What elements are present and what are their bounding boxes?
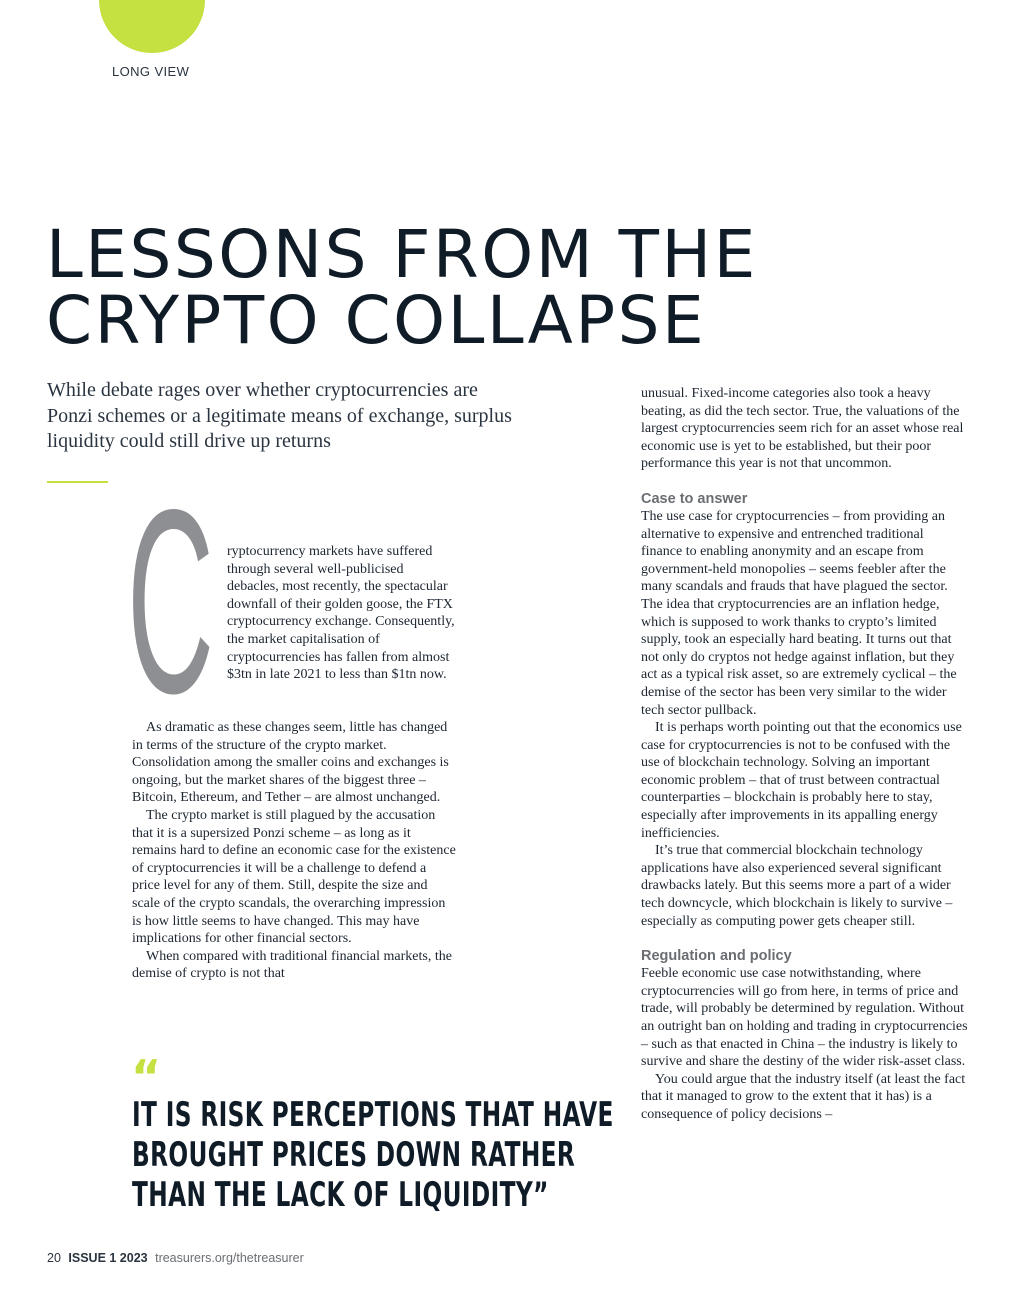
body-paragraph: It is perhaps worth pointing out that the economics use case for cryptocurrencies is not to be confused with the use of blockchain technology. Solving an important economic problem – that of trust between contractual counterparties – blockchain is probably here to stay, especially after improvements in its appalling energy inefficiencies. [641,720,962,841]
decorative-lime-circle [99,0,205,53]
article-headline [46,216,758,359]
page-footer [47,1251,304,1265]
footer-url: treasurers.org/thetreasurer [155,1251,304,1265]
pull-quote-line: THAN THE LACK OF LIQUIDITY” [132,1175,549,1215]
column-2-body [641,385,968,1124]
page-number: 20 [47,1251,61,1265]
headline-line-1: LESSONS FROM THE [46,216,758,293]
standfirst: While debate rages over whether cryptocurrencies are Ponzi schemes or a legitimate means of exchange, surplus liquidity could still drive up returns [47,379,512,452]
body-paragraph: unusual. Fixed-income categories also took a heavy beating, as did the tech sector. True, the valuations of the largest cryptocurrencies seem rich for an asset whose real economic use is yet to be established, but their poor performance this year is not that uncommon. [641,386,964,472]
body-paragraph: As dramatic as these changes seem, little has changed in terms of the structure of the crypto market. Consolidation among the smaller coins and exchanges is ongoing, but the market shares of the biggest three – Bitcoin, Ethereum, and Tether – are almost unchanged. [132,720,449,806]
body-paragraph: Feeble economic use case notwithstanding, where cryptocurrencies will go from here, in terms of price and trade, will probably be determined by regulation. Without an outright ban on holding and trading in cryptocurrencies – such as that enacted in China – the industry is likely to survive and share the destiny of the wider risk-asset class. [641,966,968,1070]
section-label: LONG VIEW [112,64,190,79]
lead-paragraph: ryptocurrency markets have suffered through several well-publicised debacles, most recently, the spectacular downfall of their golden goose, the FTX cryptocurrency exchange. Consequently, the market capitalisation of cryptocurrencies has fallen from almost $3tn in late 2021 to less than $1tn now. [227,544,455,683]
body-paragraph: It’s true that commercial blockchain technology applications have also experienced several significant drawbacks lately. But this seems more a part of a wider tech downcycle, which blockchain is likely to survive – especially as computing power gets cheaper still. [641,843,953,929]
subhead-case-to-answer: Case to answer [641,490,748,507]
column-1-body [132,719,457,983]
quote-mark-icon: “ [131,1050,162,1104]
pull-quote-line: IT IS RISK PERCEPTIONS THAT HAVE [132,1095,614,1135]
body-paragraph: The crypto market is still plagued by the accusation that it is a supersized Ponzi scheme – as long as it remains hard to define an economic case for the existence of cryptocurrencies it will be a challenge to defend a price level for any of them. Still, despite the size and scale of the crypto scandals, the overarching impression is how little seems to have changed. This may have implications for other financial sectors. [132,807,456,947]
issue-label: ISSUE 1 2023 [68,1251,148,1265]
subhead-regulation-and-policy: Regulation and policy [641,948,792,965]
body-paragraph: You could argue that the industry itself (at least the fact that it managed to grow to the extent that it has) is a consequence of policy decisions – [641,1071,966,1122]
headline-line-2: CRYPTO COLLAPSE [46,282,707,359]
body-paragraph: The use case for cryptocurrencies – from providing an alternative to expensive and entrenched traditional finance to enabling anonymity and an escape from government-held monopolies – seems feebler after the many scandals and frauds that have plagued the sector. The idea that cryptocurrencies are an inflation hedge, which is supposed to work thanks to crypto’s limited supply, took an especially hard beating. It turns out that not only do cryptos not hedge against inflation, but they act as a typical risk asset, so are extremely cyclical – the demise of the sector has been very similar to the wider tech sector pullback. [641,508,957,718]
pull-quote-line: BROUGHT PRICES DOWN RATHER [132,1135,576,1175]
body-paragraph: When compared with traditional financial markets, the demise of crypto is not that [132,948,452,982]
lead-paragraph-block [227,543,457,684]
drop-cap: C [127,455,215,748]
accent-rule [47,481,108,483]
pull-quote [132,1095,614,1215]
